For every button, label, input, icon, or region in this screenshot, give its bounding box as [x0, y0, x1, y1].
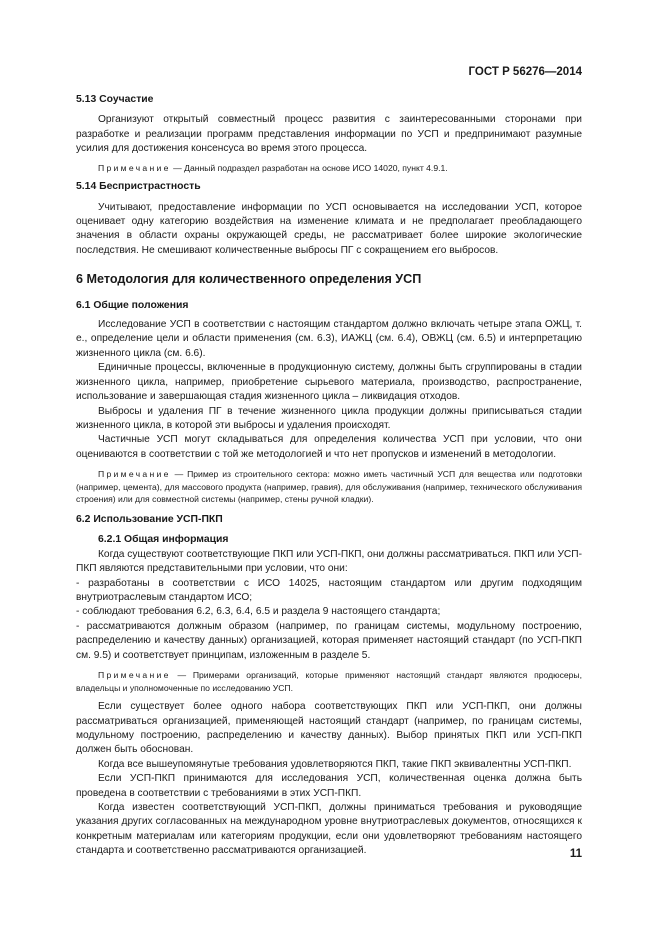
paragraph-6-2-1-e: Когда известен соответствующий УСП-ПКП, должны приниматься требования и руководящие указания других согласованных на международном уровне внутриотраслевых документов, относящихся к конкретным материалам или категориям продукции, если они удовлетворяют требованиям настоящего стандарта и соответственно рассматриваются организацией. [76, 802, 582, 857]
paragraph-5-14: Учитывают, предоставление информации по УСП основывается на исследовании УСП, которое оценивает одну категорию воздействия на изменение климата и не предполагает преобладающего значения в области охраны окружающей среды, не рассматривает более широкие экологические последствия. Не смешивают количественные выбросы ПГ с сокращением его выбросов. [76, 201, 582, 256]
note-label: Примечание [98, 162, 171, 173]
page-content [76, 93, 582, 859]
heading-6-1: 6.1 Общие положения [76, 299, 189, 311]
note-label: Примечание [98, 669, 171, 680]
paragraph-6-2-1-a: Когда существуют соответствующие ПКП или УСП-ПКП, они должны рассматриваться. ПКП или УСП-ПКП являются представительными при условии, что они: [76, 548, 582, 575]
heading-6-2-1: 6.2.1 Общая информация [98, 534, 229, 546]
note-5-13 [76, 162, 582, 175]
note-text: — Пример из строительного сектора: можно иметь частичный УСП для вещества или подготовки (например, цемента), для массового продукта (например, гравия), для обслуживания (например, технического обслуживания строения) или для совместной системы (например, стены ручной кладки). [76, 469, 582, 505]
paragraph-5-13: Организуют открытый совместный процесс развития с заинтересованными сторонами при разработке и реализации программ представления информации по УСП и предпринимают разумные усилия для достижения консенсуса во время этого процесса. [76, 114, 582, 155]
paragraph-6-1-a: Исследование УСП в соответствии с настоящим стандартом должно включать четыре этапа ОЖЦ, т. е., определение цели и области применения (см. 6.3), ИАЖЦ (см. 6.4), ОВЖЦ (см. 6.5) и интерпретацию жизненного цикла (см. 6.6). [76, 319, 582, 359]
paragraph-6-1-b: Единичные процессы, включенные в продукционную систему, должны быть сгруппированы в стадии жизненного цикла, например, приобретение сырьевого материала, производство, распространение, использование и завершающая стадия жизненного цикла – ликвидация отходов. [76, 362, 582, 403]
paragraph-6-1-d: Частичные УСП могут складываться для определения количества УСП при условии, что они оцениваются в соответствии с той же методологией и что нет пропусков и изменений в методологии. [76, 434, 582, 460]
heading-6: 6 Методология для количественного определения УСП [76, 272, 422, 287]
document-header-id: ГОСТ Р 56276—2014 [468, 66, 582, 78]
note-6-1 [76, 468, 582, 506]
heading-6-2: 6.2 Использование УСП-ПКП [76, 513, 223, 525]
page-number: 11 [569, 848, 582, 860]
note-text: — Примерами организаций, которые применяют настоящий стандарт являются продюсеры, владельцы и уполномоченные по исследованию УСП. [76, 669, 582, 693]
heading-5-14: 5.14 Беспристрастность [76, 181, 201, 193]
paragraph-6-1-c: Выбросы и удаления ПГ в течение жизненного цикла продукции должны приписываться стадии жизненного цикла, в которой эти выбросы и удаления происходят. [76, 405, 582, 431]
note-text: — Данный подраздел разработан на основе ИСО 14020, пункт 4.9.1. [170, 162, 448, 173]
paragraph-6-2-1-d: Если УСП-ПКП принимаются для исследования УСП, количественная оценка должна быть проведена в соответствии с требованиями в этих УСП-ПКП. [76, 773, 582, 799]
paragraph-6-2-1-b: Если существует более одного набора соответствующих ПКП или УСП-ПКП, они должны рассматриваться организацией, применяющей настоящий стандарт (например, по границам системы, модульному построению, распределению и качеству данных). Выбор принятых ПКП или УСП-ПКП должен быть обоснован. [76, 701, 582, 756]
paragraph-6-2-1-c: Когда все вышеупомянутые требования удовлетворяются ПКП, такие ПКП эквивалентны УСП-ПКП. [98, 758, 572, 770]
list-item-3: - рассматриваются должным образом (например, по границам системы, модульному построению, распределению и качеству данных) организацией, которая применяет настоящий стандарт (по УСП-ПКП см. 9.5) и соответствует принципам, изложенным в разделе 5. [76, 620, 582, 661]
note-6-2-1 [76, 669, 582, 694]
note-label: Примечание [98, 469, 171, 480]
heading-5-13: 5.13 Соучастие [76, 94, 154, 105]
list-item-1: - разработаны в соответствии с ИСО 14025, настоящим стандартом или другим подходящим внутриотраслевым стандартом ИСО; [76, 577, 582, 603]
list-item-2: - соблюдают требования 6.2, 6.3, 6.4, 6.5 и раздела 9 настоящего стандарта; [76, 606, 441, 618]
